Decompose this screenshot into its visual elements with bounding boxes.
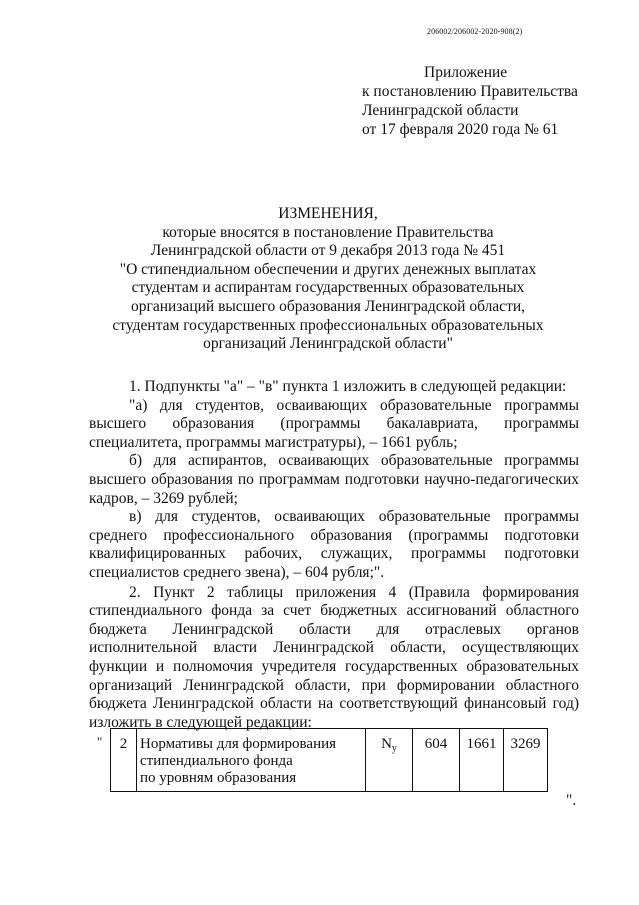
paragraph-1a: "а) для студентов, осваивающих образовательные программы высшего образования (программы бакалавриата, программы специалитета, программы магистратуры), – 1661 рубль;: [89, 396, 579, 451]
document-body: [89, 378, 579, 732]
value-cell: 604: [413, 729, 460, 792]
table-row: [111, 729, 548, 792]
appendix-header: [362, 63, 578, 139]
title-line: организаций Ленинградской области": [203, 335, 453, 353]
document-title: [88, 205, 568, 354]
symbol-subscript: у: [391, 743, 397, 754]
paragraph-1: 1. Подпункты "а" – "в" пункта 1 изложить в следующей редакции:: [129, 378, 567, 395]
paragraph-1c: в) для студентов, осваивающих образовательные программы среднего профессионального образования (программы подготовки квалифицированных рабочих, служащих, программы подготовки специалистов среднего звена), – 604 рубля;".: [89, 508, 579, 581]
document-code: 206002/206002-2020-908(2): [427, 27, 523, 36]
title-line: которые вносятся в постановление Правительства: [162, 223, 494, 241]
title-heading: ИЗМЕНЕНИЯ,: [278, 205, 378, 222]
row-name: [137, 729, 366, 792]
symbol-letter: N: [381, 736, 392, 752]
table-close-quote: ".: [566, 792, 577, 809]
value-cell: 1661: [460, 729, 504, 792]
row-name-line: стипендиального фонда: [140, 753, 293, 769]
row-symbol: [366, 729, 413, 792]
appendix-line: Ленинградской области: [362, 102, 519, 119]
paragraph-1b: б) для аспирантов, осваивающих образовательные программы высшего образования по программам подготовки научно-педагогических кадров, – 3269 рублей;: [89, 452, 579, 507]
norms-table: [110, 728, 548, 792]
row-name-line: Нормативы для формирования: [140, 736, 337, 752]
value-cell: 3269: [504, 729, 548, 792]
title-line: Ленинградской области от 9 декабря 2013 года № 451: [150, 242, 506, 260]
title-line: студентам и аспирантам государственных образовательных: [131, 279, 525, 297]
appendix-line: к постановлению Правительства: [362, 83, 578, 100]
paragraph-2: 2. Пункт 2 таблицы приложения 4 (Правила формирования стипендиального фонда за счет бюджетных ассигнований областного бюджета Ленинградской области для отраслевых органов исполнительной власти Ленинградской области, осуществляющих функции и полномочия учредителя государственных образовательных организаций Ленинградской области, при формировании областного бюджета Ленинградской области на соответствующий финансовый год) изложить в следующей редакции:: [89, 583, 579, 731]
table-open-quote: ": [97, 734, 103, 749]
appendix-line: Приложение: [424, 64, 508, 81]
row-name-line: по уровням образования: [140, 770, 297, 786]
appendix-line: от 17 февраля 2020 года № 61: [362, 121, 559, 138]
title-line: организаций высшего образования Ленинградской области,: [130, 297, 526, 315]
title-line: студентам государственных профессиональных образовательных: [112, 316, 544, 334]
title-line: "О стипендиальном обеспечении и других денежных выплатах: [119, 260, 537, 278]
row-number: 2: [111, 729, 137, 792]
